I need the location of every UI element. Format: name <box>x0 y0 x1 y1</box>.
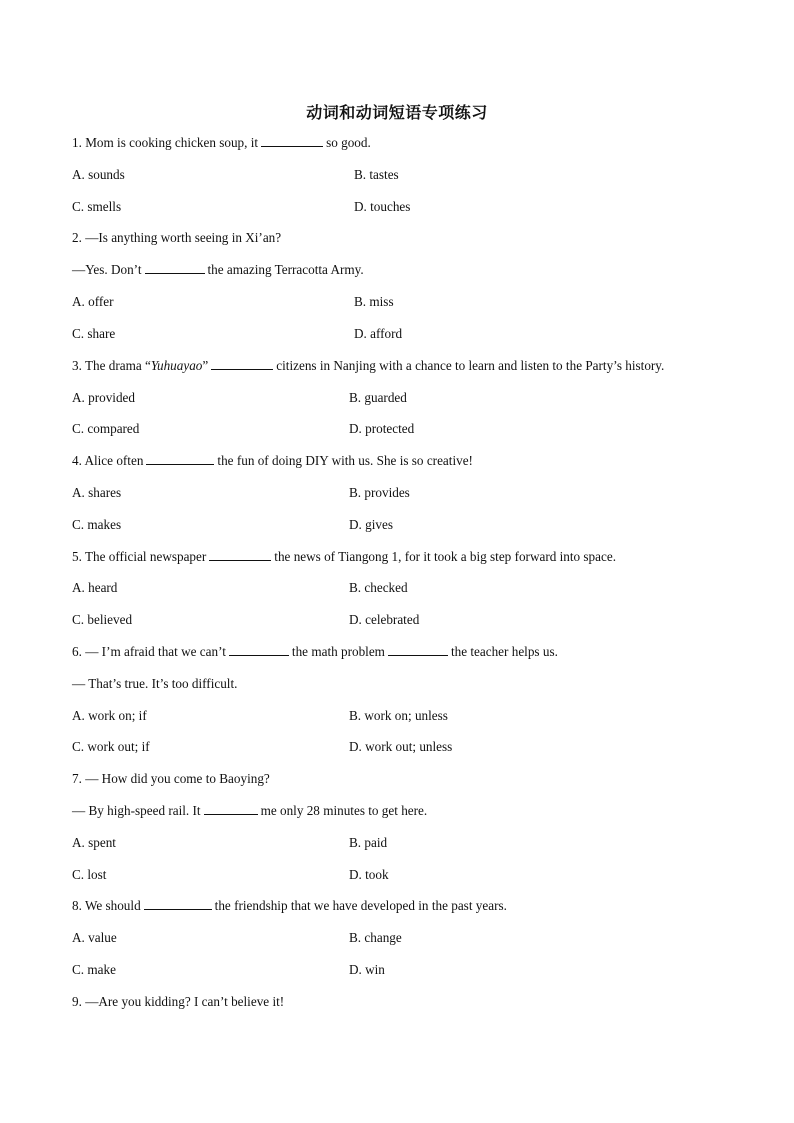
question-5-option-b: B. checked <box>349 580 408 595</box>
question-4-option-d: D. gives <box>349 517 393 532</box>
question-1-option-c: C. smells <box>72 199 122 214</box>
question-6-text-b: the math problem <box>291 644 385 659</box>
question-2-text-a: —Yes. Don’t <box>72 262 142 277</box>
question-5-text-a: 5. The official newspaper <box>72 549 207 564</box>
answer-blank <box>144 897 212 910</box>
question-8-text-b: the friendship that we have developed in the past years. <box>214 898 507 913</box>
question-6-text-c: the teacher helps us. <box>450 644 558 659</box>
answer-blank <box>211 357 273 370</box>
question-7-option-d: D. took <box>349 867 389 882</box>
question-6-option-b: B. work on; unless <box>349 708 448 723</box>
question-7-text-b: me only 28 minutes to get here. <box>260 803 428 818</box>
question-7-option-b: B. paid <box>349 835 388 850</box>
answer-blank <box>388 643 448 656</box>
question-4-option-c: C. makes <box>72 517 122 532</box>
question-1-option-d: D. touches <box>354 199 411 214</box>
question-7-option-a: A. spent <box>72 835 116 850</box>
question-6-option-c: C. work out; if <box>72 739 150 754</box>
question-2-option-c: C. share <box>72 326 116 341</box>
question-1-option-a: A. sounds <box>72 167 125 182</box>
question-8-option-a: A. value <box>72 930 117 945</box>
question-3-option-c: C. compared <box>72 421 140 436</box>
question-2-line-1: 2. —Is anything worth seeing in Xi’an? <box>72 230 282 245</box>
question-6-text-a: 6. — I’m afraid that we can’t <box>72 644 226 659</box>
question-4-stem <box>72 452 473 470</box>
question-5-stem <box>72 548 616 566</box>
question-4-option-b: B. provides <box>349 485 410 500</box>
answer-blank <box>229 643 289 656</box>
question-9-line-1: 9. —Are you kidding? I can’t believe it! <box>72 994 285 1009</box>
question-3-option-a: A. provided <box>72 390 135 405</box>
question-2-option-d: D. afford <box>354 326 403 341</box>
question-7-option-c: C. lost <box>72 867 107 882</box>
question-7-text-a: — By high-speed rail. It <box>72 803 201 818</box>
question-4-option-a: A. shares <box>72 485 122 500</box>
question-8-text-a: 8. We should <box>72 898 141 913</box>
question-4-text-b: the fun of doing DIY with us. She is so creative! <box>217 453 473 468</box>
answer-blank <box>204 802 258 815</box>
question-2-option-a: A. offer <box>72 294 114 309</box>
answer-blank <box>145 261 205 274</box>
question-3-text-pre: 3. The drama “ <box>72 358 151 373</box>
answer-blank <box>261 134 323 147</box>
question-3-text-italic: Yuhuayao <box>150 358 203 373</box>
question-5-option-d: D. celebrated <box>349 612 420 627</box>
question-5-option-c: C. believed <box>72 612 133 627</box>
question-3-text-post: ” <box>202 358 209 373</box>
question-5-text-b: the news of Tiangong 1, for it took a big step forward into space. <box>274 549 617 564</box>
question-3-text-b: citizens in Nanjing with a chance to learn and listen to the Party’s history. <box>276 358 665 373</box>
question-2-option-b: B. miss <box>354 294 394 309</box>
page-title: 动词和动词短语专项练习 <box>306 103 488 122</box>
question-1-option-b: B. tastes <box>354 167 399 182</box>
question-1-text-b: so good. <box>326 135 371 150</box>
question-8-stem <box>72 897 507 915</box>
question-4-text-a: 4. Alice often <box>72 453 144 468</box>
question-3-option-d: D. protected <box>349 421 415 436</box>
answer-blank <box>209 548 271 561</box>
question-3-option-b: B. guarded <box>349 390 407 405</box>
question-8-option-b: B. change <box>349 930 402 945</box>
question-5-option-a: A. heard <box>72 580 118 595</box>
question-8-option-c: C. make <box>72 962 116 977</box>
question-2-stem <box>72 261 364 279</box>
question-7-line-1: 7. — How did you come to Baoying? <box>72 771 270 786</box>
question-8-option-d: D. win <box>349 962 385 977</box>
question-2-text-b: the amazing Terracotta Army. <box>207 262 364 277</box>
question-6-stem <box>72 643 558 661</box>
question-1-stem <box>72 134 371 152</box>
question-7-stem <box>72 802 427 820</box>
question-1-text-a: 1. Mom is cooking chicken soup, it <box>72 135 259 150</box>
question-6-line-2: — That’s true. It’s too difficult. <box>72 676 238 691</box>
question-6-option-d: D. work out; unless <box>349 739 453 754</box>
question-6-option-a: A. work on; if <box>72 708 147 723</box>
question-3-stem <box>72 357 664 375</box>
answer-blank <box>146 452 214 465</box>
